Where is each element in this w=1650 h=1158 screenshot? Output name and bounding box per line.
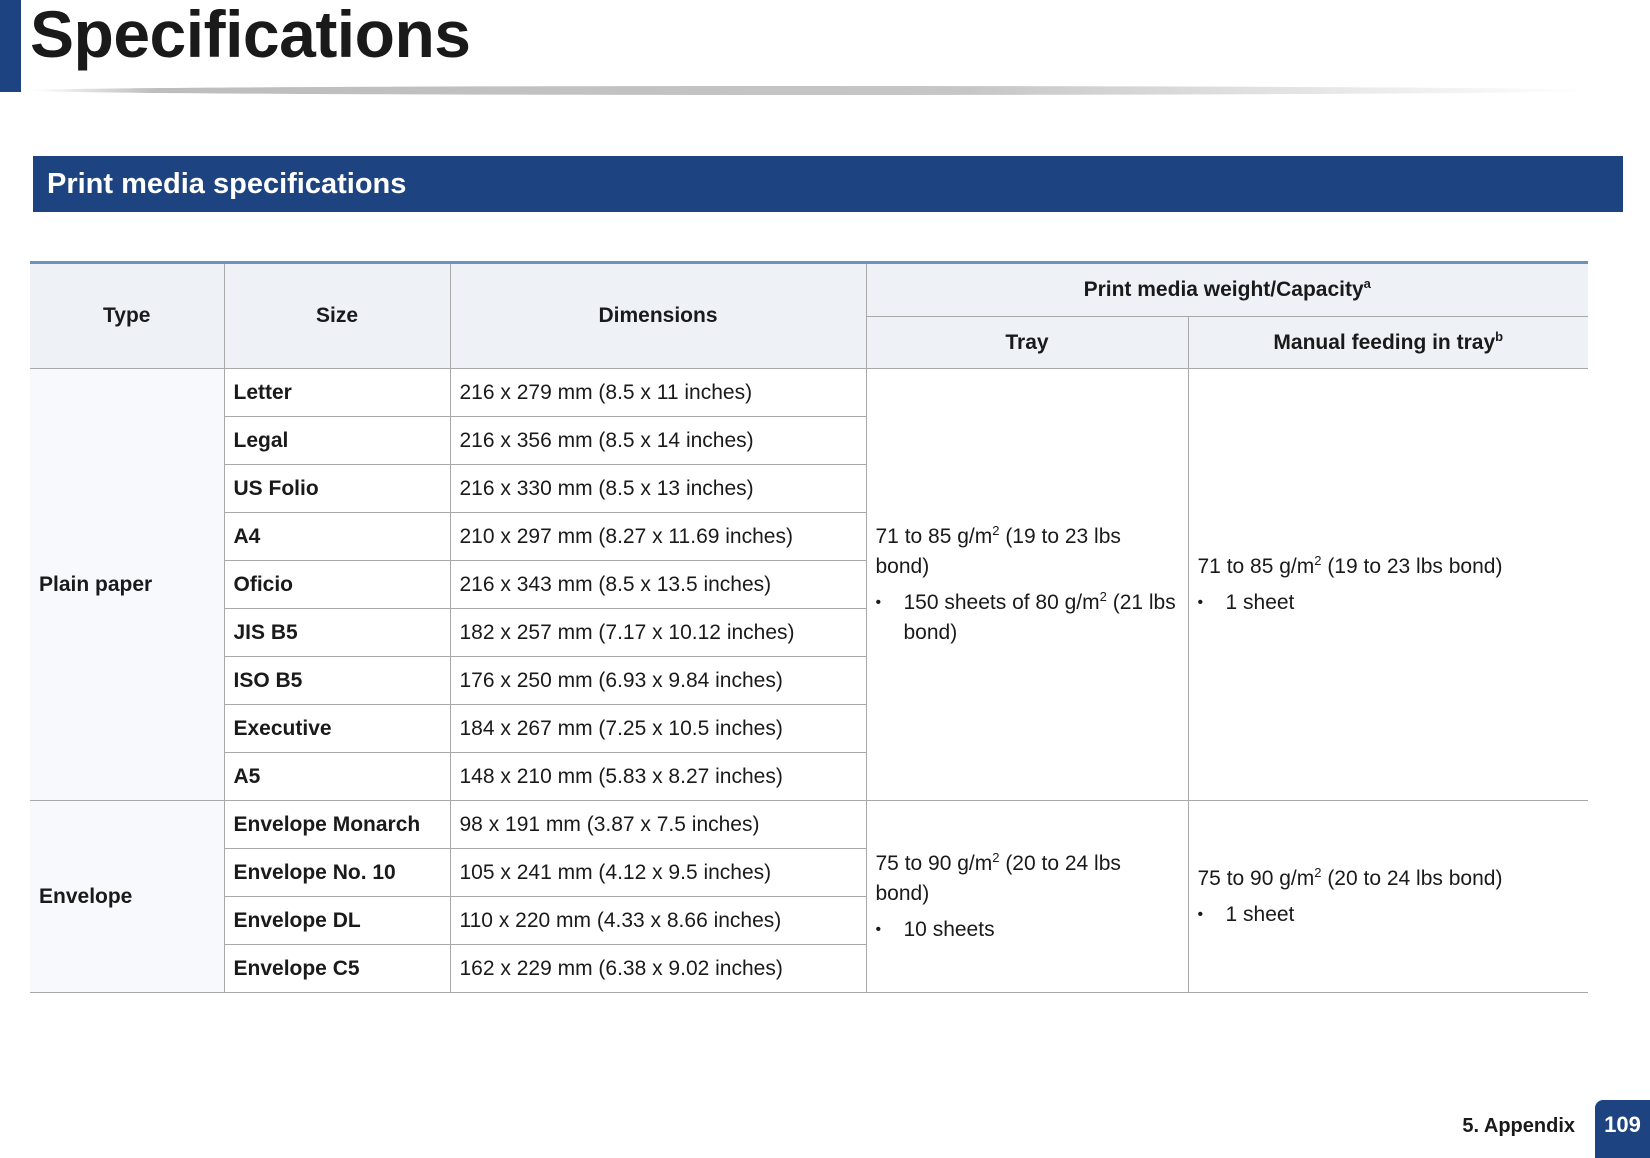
dimensions-cell: 182 x 257 mm (7.17 x 10.12 inches)	[450, 609, 866, 657]
title-accent-bar	[0, 0, 21, 92]
dimensions-cell: 176 x 250 mm (6.93 x 9.84 inches)	[450, 657, 866, 705]
weight-bond: (20 to 24 lbs bond)	[875, 851, 1121, 905]
table-row	[30, 369, 1588, 417]
dimensions-cell: 216 x 330 mm (8.5 x 13 inches)	[450, 465, 866, 513]
envelope-tray-sheets: • 10 sheets	[876, 915, 1179, 945]
plain-manual-weight	[1198, 552, 1580, 582]
header-dimensions: Dimensions	[450, 263, 866, 369]
header-manual-label: Manual feeding in tray	[1273, 330, 1496, 354]
size-cell: Oficio	[224, 561, 450, 609]
footnote-marker-a: a	[1363, 276, 1371, 291]
dimensions-cell: 105 x 241 mm (4.12 x 9.5 inches)	[450, 849, 866, 897]
weight-bond: (19 to 23 lbs bond)	[1321, 554, 1503, 578]
type-plain-paper: Plain paper	[30, 369, 224, 801]
weight-value: 75 to 90 g/m	[875, 851, 993, 875]
exponent: 2	[1099, 588, 1107, 604]
weight-bond: (19 to 23 lbs bond)	[875, 524, 1121, 578]
footnote-marker-b: b	[1495, 328, 1504, 344]
size-cell: ISO B5	[224, 657, 450, 705]
envelope-tray-weight	[876, 849, 1179, 909]
plain-manual-capacity	[1188, 369, 1588, 801]
dimensions-cell: 210 x 297 mm (8.27 x 11.69 inches)	[450, 513, 866, 561]
size-cell: JIS B5	[224, 609, 450, 657]
plain-tray-capacity	[866, 369, 1188, 801]
header-tray: Tray	[866, 317, 1188, 369]
size-cell: Envelope DL	[224, 897, 450, 945]
size-cell: A5	[224, 753, 450, 801]
size-cell: Executive	[224, 705, 450, 753]
dimensions-cell: 216 x 279 mm (8.5 x 11 inches)	[450, 369, 866, 417]
exponent: 2	[1314, 864, 1322, 880]
header-type: Type	[30, 263, 224, 369]
page-title: Specifications	[30, 0, 471, 71]
envelope-tray-capacity	[866, 801, 1188, 993]
plain-tray-weight	[876, 522, 1179, 582]
dimensions-cell: 110 x 220 mm (4.33 x 8.66 inches)	[450, 897, 866, 945]
weight-value: 75 to 90 g/m	[1197, 866, 1315, 890]
weight-value: 71 to 85 g/m	[1197, 554, 1315, 578]
weight-value: 71 to 85 g/m	[875, 524, 993, 548]
header-size: Size	[224, 263, 450, 369]
weight-bond: (20 to 24 lbs bond)	[1321, 866, 1503, 890]
size-cell: Letter	[224, 369, 450, 417]
size-cell: Envelope No. 10	[224, 849, 450, 897]
type-envelope: Envelope	[30, 801, 224, 993]
size-cell: US Folio	[224, 465, 450, 513]
exponent: 2	[992, 849, 1000, 865]
size-cell: A4	[224, 513, 450, 561]
section-header	[33, 156, 1623, 212]
header-weight-capacity	[866, 263, 1588, 317]
dimensions-cell: 98 x 191 mm (3.87 x 7.5 inches)	[450, 801, 866, 849]
dimensions-cell: 148 x 210 mm (5.83 x 8.27 inches)	[450, 753, 866, 801]
size-cell: Envelope C5	[224, 945, 450, 993]
capacity-bond: (21 lbs bond)	[903, 590, 1176, 644]
section-title: Print media specifications	[47, 168, 407, 200]
plain-tray-sheets	[876, 588, 1179, 648]
print-media-spec-table	[30, 261, 1588, 993]
table-header-row	[30, 263, 1588, 317]
size-cell: Legal	[224, 417, 450, 465]
dimensions-cell: 216 x 343 mm (8.5 x 13.5 inches)	[450, 561, 866, 609]
dimensions-cell: 162 x 229 mm (6.38 x 9.02 inches)	[450, 945, 866, 993]
table-row	[30, 801, 1588, 849]
envelope-manual-sheets: • 1 sheet	[1198, 900, 1580, 930]
envelope-manual-capacity	[1188, 801, 1588, 993]
page-number: 109	[1595, 1100, 1650, 1158]
exponent: 2	[992, 522, 1000, 538]
dimensions-cell: 216 x 356 mm (8.5 x 14 inches)	[450, 417, 866, 465]
capacity-value: 150 sheets of 80 g/m	[903, 590, 1100, 614]
header-manual-feeding	[1188, 317, 1588, 369]
title-underline	[30, 86, 1590, 95]
exponent: 2	[1314, 552, 1322, 568]
envelope-manual-weight	[1198, 864, 1580, 894]
dimensions-cell: 184 x 267 mm (7.25 x 10.5 inches)	[450, 705, 866, 753]
size-cell: Envelope Monarch	[224, 801, 450, 849]
footer-section-label: 5. Appendix	[1462, 1115, 1575, 1137]
plain-manual-sheets: • 1 sheet	[1198, 588, 1580, 618]
header-weight-label: Print media weight/Capacity	[1083, 278, 1364, 301]
